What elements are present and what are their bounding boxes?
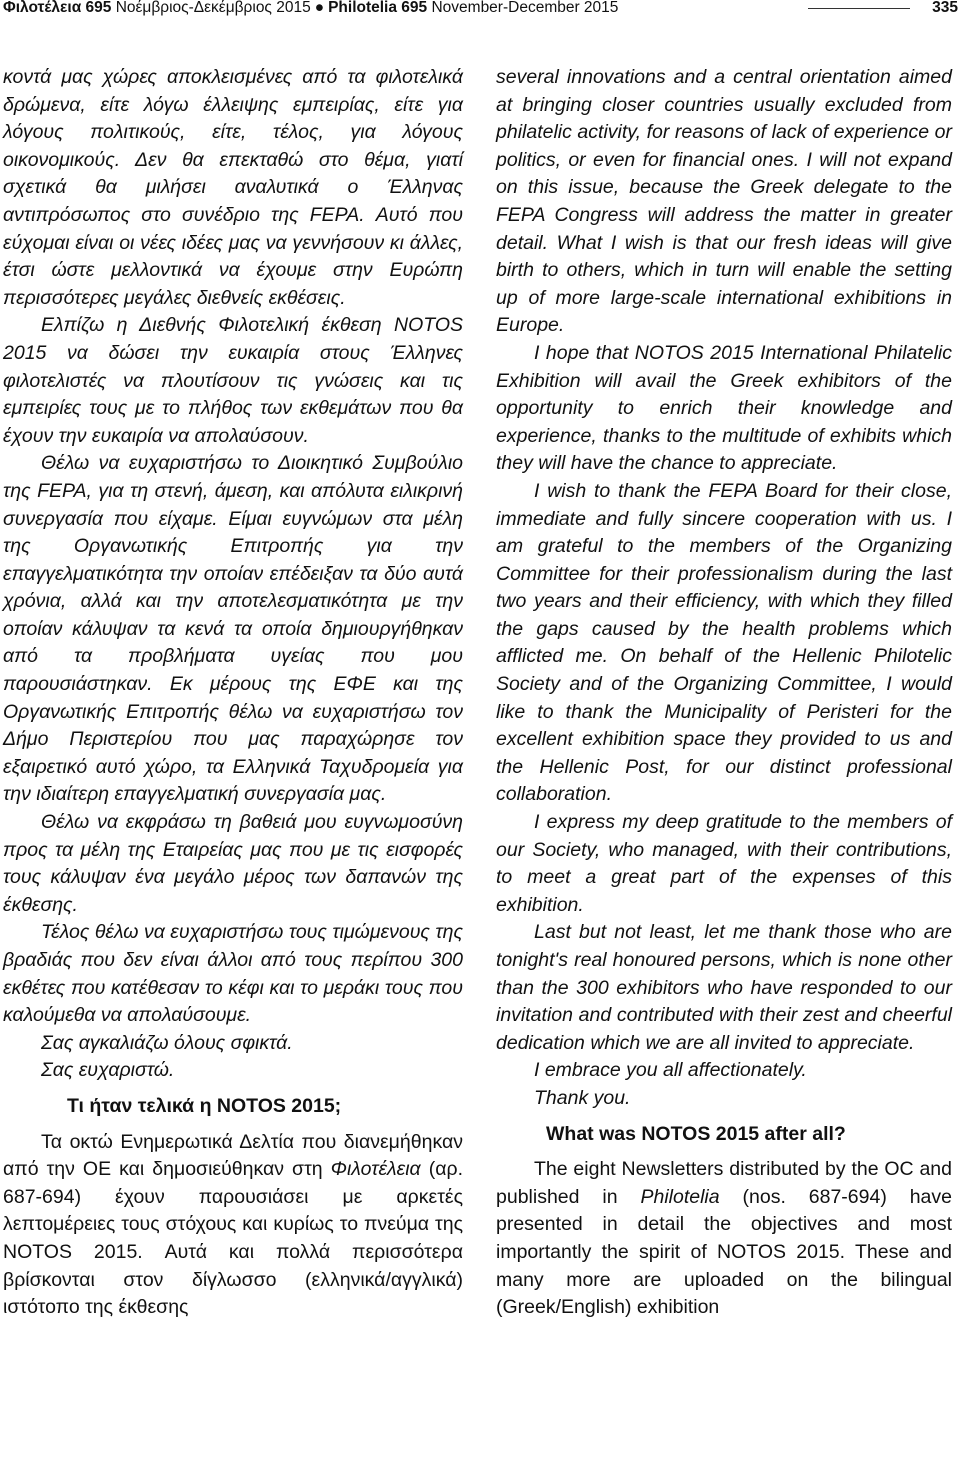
greek-paragraph-3: Θέλω να ευχαριστήσω το Διοικητικό Συμβούλιο της FEPA, για τη στενή, άμεση, και απόλυτα ειλικρινή συνεργασία που είχαμε. Είμαι ευγνώμων στα μέλη της Οργανωτικής Επιτροπής για την επαγγελματικότητα την οποίαν επέδειξαν τα δύο αυτά χρόνια, αλλά και την αποτελεσματικότητα με την οποίαν κάλυψαν τα κενά τα οποία δημιουργήθηκαν από τα προβλήματα υγείας που μου παρουσιάστηκαν. Εκ μέρους της ΕΦΕ και της Οργανωτικής Επιτροπής θέλω να ευχαριστήσω τον Δήμο Περιστερίου που μας παραχώρησε τον εξαιρετικό αυτό χώρο, τα Ελληνικά Ταχυδρομεία για την ιδιαίτερη επαγγελματική συνεργασία μας. [3, 452, 463, 806]
english-paragraph-4: I express my deep gratitude to the members of our Society, who managed, with their contributions, to meet a great part of the expenses of this exhibition. [496, 811, 952, 916]
greek-paragraph-4: Θέλω να εκφράσω τη βαθειά μου ευγνωμοσύνη προς τα μέλη της Εταιρείας μας που με τις εισφορές τους κάλυψαν ένα μεγάλο μέρος των δαπανών της έκθεσης. [3, 811, 463, 916]
greek-paragraph-5: Τέλος θέλω να ευχαριστήσω τους τιμώμενους της βραδιάς που δεν είναι άλλοι από τους περίπου 300 εκθέτες που κατέθεσαν το κέφι και το μεράκι τους που καλούμεθα να απολαύσουμε. [3, 921, 463, 1027]
bullet-icon: ● [314, 0, 325, 16]
english-column [496, 64, 952, 1322]
english-closing-1: I embrace you all affectionately. [534, 1059, 807, 1082]
english-paragraph-3: I wish to thank the FEPA Board for their close, immediate and fully sincere cooperation with us. I am grateful to the members of the Organizing Committee for their professionalism during the last two years and their efficiency, with which they filled the gaps caused by the health problems which afflicted me. On behalf of the Hellenic Philotelic Society and of the Organizing Committee, I would like to thank the Municipality of Peristeri for the excellent exhibition space they provided to us and the Hellenic Post, for our distinct professional collaboration. [496, 479, 952, 806]
english-paragraph-2: I hope that NOTOS 2015 International Philatelic Exhibition will avail the Greek exhibitors of the opportunity to enrich their knowledge and experience, thanks to the multitude of exhibits which they will have the chance to appreciate. [496, 341, 952, 475]
header-english-title: Philotelia 695 [328, 0, 428, 16]
english-paragraph-1: several innovations and a central orientation aimed at bringing closer countries usually excluded from philatelic activity, for reasons of lack of experience or politics, or even for financial ones. I will not expand on this issue, because the Greek delegate to the FEPA Congress will address the matter in greater detail. What I wish is that our fresh ideas will give birth to others, which in turn will enable the setting up of more large-scale international exhibitions in Europe. [496, 66, 952, 337]
greek-paragraph-8: Τα οκτώ Ενημερωτικά Δελτία που διανεμήθηκαν από την ΟΕ και δημοσιεύθηκαν στη Φιλοτέλεια (αρ. 687-694) έχουν παρουσιάσει με αρκετές λεπτομέρειες τους στόχους και κυρίως το πνεύμα της NOTOS 2015. Αυτά και πολλά περισσότερα βρίσκονται στον δίγλωσσο (ελληνικά/αγγλικά) ιστότοπο της έκθεσης [3, 1130, 463, 1319]
greek-closing-1: Σας αγκαλιάζω όλους σφικτά. [41, 1031, 293, 1054]
greek-paragraph-1: κοντά μας χώρες αποκλεισμένες από τα φιλοτελικά δρώμενα, είτε λόγω έλλειψης εμπειρίας, είτε για λόγους πολιτικούς, είτε, τέλος, για λόγους οικονομικούς. Δεν θα επεκταθώ στο θέμα, γιατί σχετικά θα μιλήσει αναλυτικά ο Έλληνας αντιπρόσωπος στο συνέδριο της FEPA. Αυτό που εύχομαι είναι οι νέες ιδέες μας να γεννήσουν κι άλλες, έτσι ώστε μελλοντικά να έχουμε στην Ευρώπη περισσότερες μεγάλες διεθνείς εκθέσεις. [3, 66, 463, 309]
header-english-period: November-December 2015 [431, 0, 619, 16]
header-greek-title: Φιλοτέλεια 695 [3, 0, 112, 16]
english-paragraph-5: Last but not least, let me thank those who are tonight's real honoured persons, which is none other than the 300 exhibitors who have responded to our invitation and contributed with their zest and cheerful dedication which we are all invited to appreciate. [496, 921, 952, 1054]
header-title [3, 0, 618, 17]
greek-closing-2: Σας ευχαριστώ. [41, 1059, 175, 1082]
english-closing-2: Thank you. [534, 1086, 631, 1109]
header-rule [808, 8, 910, 9]
page-number: 335 [932, 0, 958, 16]
greek-column [3, 64, 463, 1322]
english-section-heading: What was NOTOS 2015 after all? [546, 1122, 846, 1145]
greek-section-heading: Τι ήταν τελικά η NOTOS 2015; [67, 1094, 342, 1117]
greek-paragraph-2: Ελπίζω η Διεθνής Φιλοτελική έκθεση NOTOS 2015 να δώσει την ευκαιρία στους Έλληνες φιλοτελιστές να πλουτίσουν τις γνώσεις και τις εμπειρίες τους με το πλήθος των εκθεμάτων που θα έχουν την ευκαιρία να απολαύσουν. [3, 314, 463, 447]
header-greek-period: Νοέμβριος-Δεκέμβριος 2015 [115, 0, 311, 16]
english-paragraph-8: The eight Newsletters distributed by the OC and published in Philotelia (nos. 687-694) have presented in detail the objectives and most importantly the spirit of NOTOS 2015. These and many more are uploaded on the bilingual (Greek/English) exhibition [496, 1158, 952, 1319]
running-header [0, 0, 960, 18]
